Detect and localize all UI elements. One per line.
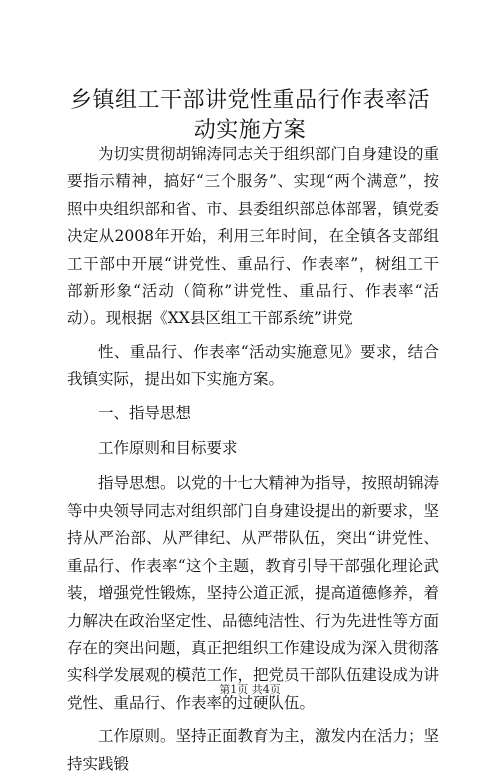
section-heading-guiding-ideology: 一、指导思想: [98, 403, 192, 422]
paragraph-intro: 为切实贯彻胡锦涛同志关于组织部门自身建设的重要指示精神，搞好“三个服务”、实现“两个满意”，按照中央组织部和省、市、县委组织部总体部署，镇党委决定从2008年开始，利用三年时间，在全镇各支部组工干部中开展“讲党性、重品行、作表率”，树组工干部新形象“活动（简称”讲党性、重品行、作表率“活动）。现根据《XX县区组工干部系统”讲党: [67, 145, 440, 328]
paragraph-intro-continued: 性、重品行、作表率“活动实施意见》要求，结合我镇实际，提出如下实施方案。: [67, 342, 439, 389]
paragraph-guiding-ideology: 指导思想。以党的十七大精神为指导，按照胡锦涛等中央领导同志对组织部门自身建设提出的新要求，坚持从严治部、从严律纪、从严带队伍，突出“讲党性、重品行、作表率“这个主题，教育引导干部强化理论武装，增强党性锻炼，坚持公道正派，提高道德修养，着力解决在政治坚定性、品德纯洁性、行为先进性等方面存在的突出问题，真正把组织工作建设成为深入贯彻落实科学发展观的模范工作，把党员干部队伍建设成为讲党性、重品行、作表率的过硬队伍。: [67, 474, 440, 712]
paragraph-work-principles: 工作原则。坚持正面教育为主，激发内在活力；坚持实践锻: [67, 727, 440, 773]
page-footer: 第1页 共4页: [219, 683, 281, 696]
section-subheading-principles: 工作原则和目标要求: [98, 439, 238, 458]
document-title: 乡镇组工干部讲党性重品行作表率活动实施方案: [69, 88, 430, 143]
